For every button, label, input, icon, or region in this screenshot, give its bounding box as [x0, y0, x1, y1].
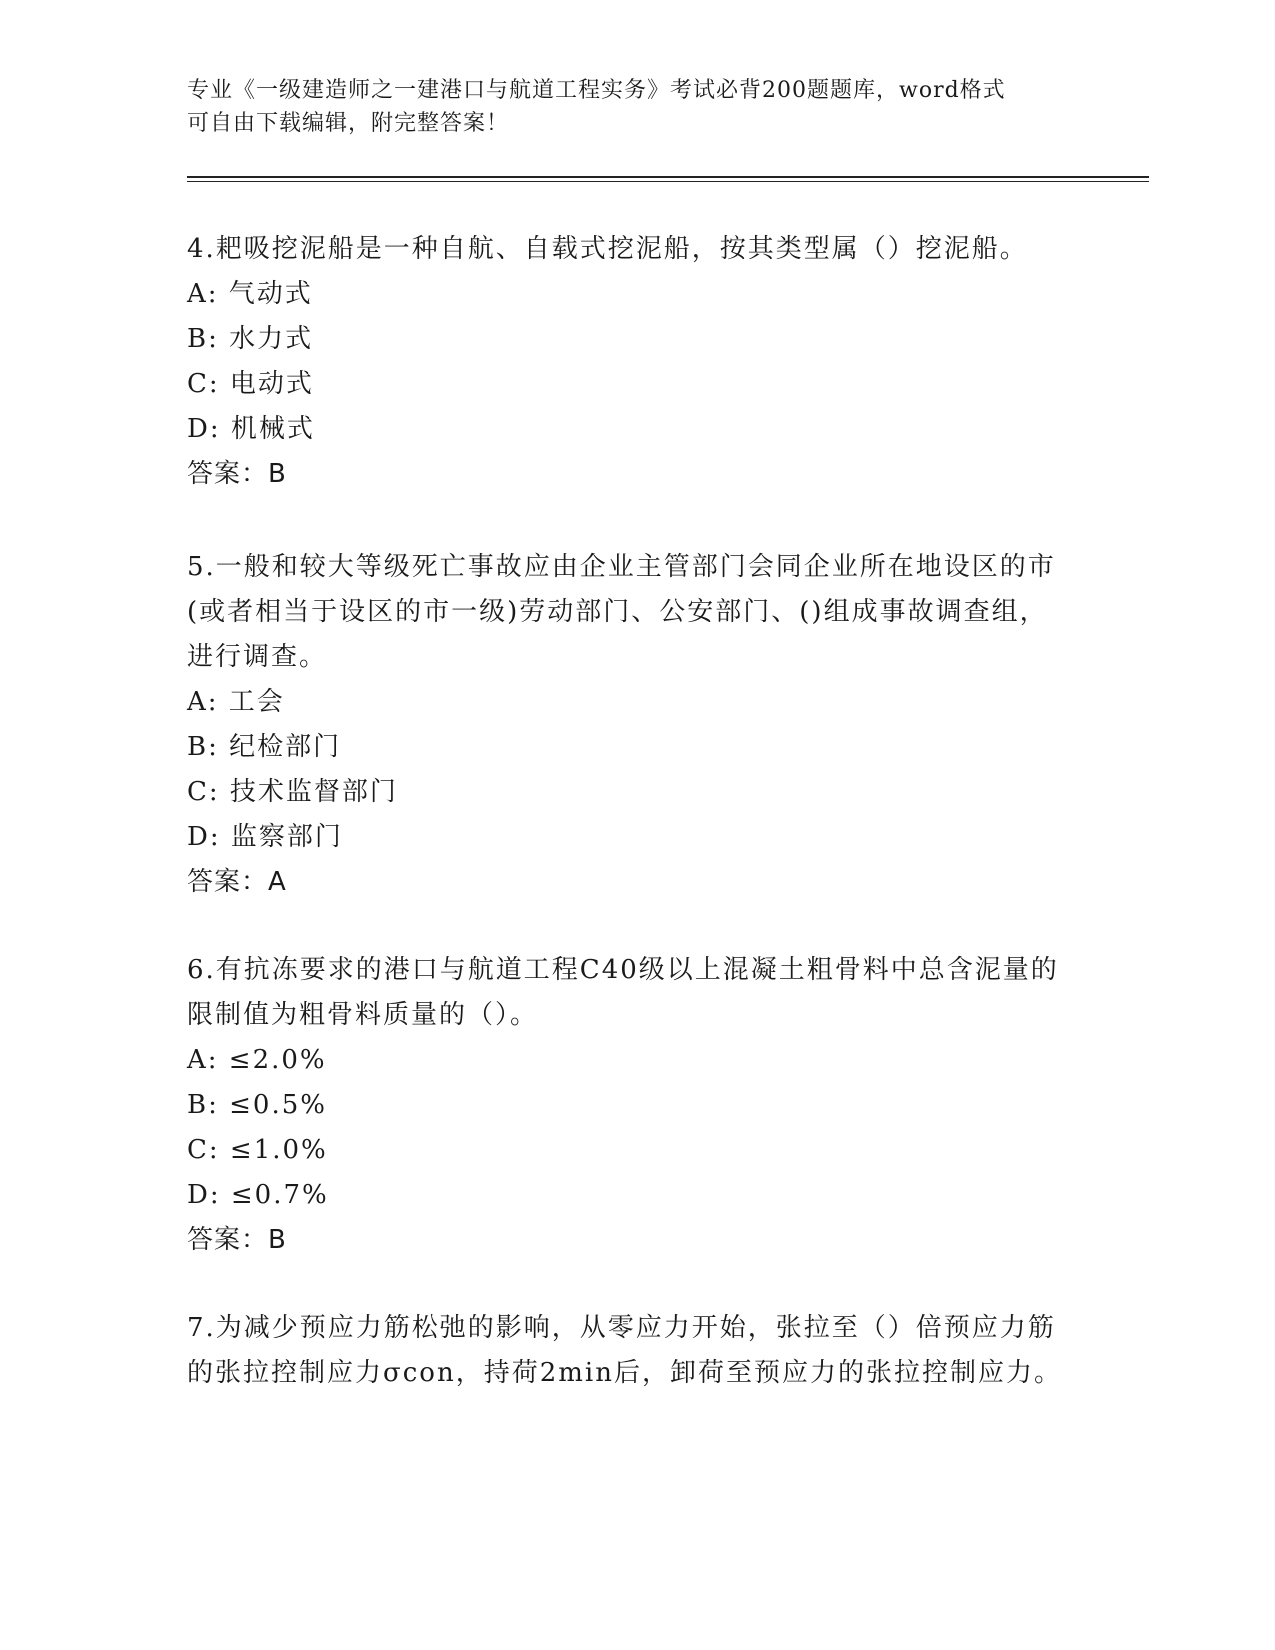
- option-b: B: 纪检部门: [187, 732, 342, 762]
- option-a: A: 工会: [187, 687, 285, 717]
- document-header: [187, 74, 1067, 140]
- option-d: D: 机械式: [187, 414, 315, 444]
- question-stem: 6.有抗冻要求的港口与航道工程C40级以上混凝土粗骨料中总含泥量的限制值为粗骨料质量的（）。: [187, 955, 1059, 1030]
- option-c: C: ≤1.0%: [187, 1135, 328, 1165]
- option-d: D: 监察部门: [187, 822, 343, 852]
- question-5: [187, 545, 1067, 905]
- answer: 答案：B: [187, 459, 287, 489]
- header-line-1: 专业《一级建造师之一建港口与航道工程实务》考试必背200题题库，word格式: [187, 78, 1006, 103]
- header-divider-thin: [187, 181, 1149, 182]
- question-4: [187, 227, 1067, 497]
- question-6: [187, 948, 1067, 1263]
- question-stem: 7.为减少预应力筋松弛的影响，从零应力开始，张拉至（）倍预应力筋的张拉控制应力σcon，持荷2min后，卸荷至预应力的张拉控制应力。: [187, 1313, 1062, 1388]
- option-a: A: 气动式: [187, 279, 313, 309]
- question-stem: 4.耙吸挖泥船是一种自航、自载式挖泥船，按其类型属（）挖泥船。: [187, 234, 1028, 264]
- option-d: D: ≤0.7%: [187, 1180, 329, 1210]
- option-c: C: 电动式: [187, 369, 314, 399]
- question-stem: 5.一般和较大等级死亡事故应由企业主管部门会同企业所在地设区的市(或者相当于设区的市一级)劳动部门、公安部门、()组成事故调查组，进行调查。: [187, 552, 1056, 672]
- option-a: A: ≤2.0%: [187, 1045, 327, 1075]
- answer: 答案：A: [187, 867, 287, 897]
- option-b: B: 水力式: [187, 324, 314, 354]
- answer: 答案：B: [187, 1225, 287, 1255]
- header-divider: [187, 176, 1149, 178]
- option-c: C: 技术监督部门: [187, 777, 398, 807]
- header-line-2: 可自由下载编辑，附完整答案！: [187, 111, 510, 136]
- question-7: [187, 1306, 1067, 1396]
- option-b: B: ≤0.5%: [187, 1090, 327, 1120]
